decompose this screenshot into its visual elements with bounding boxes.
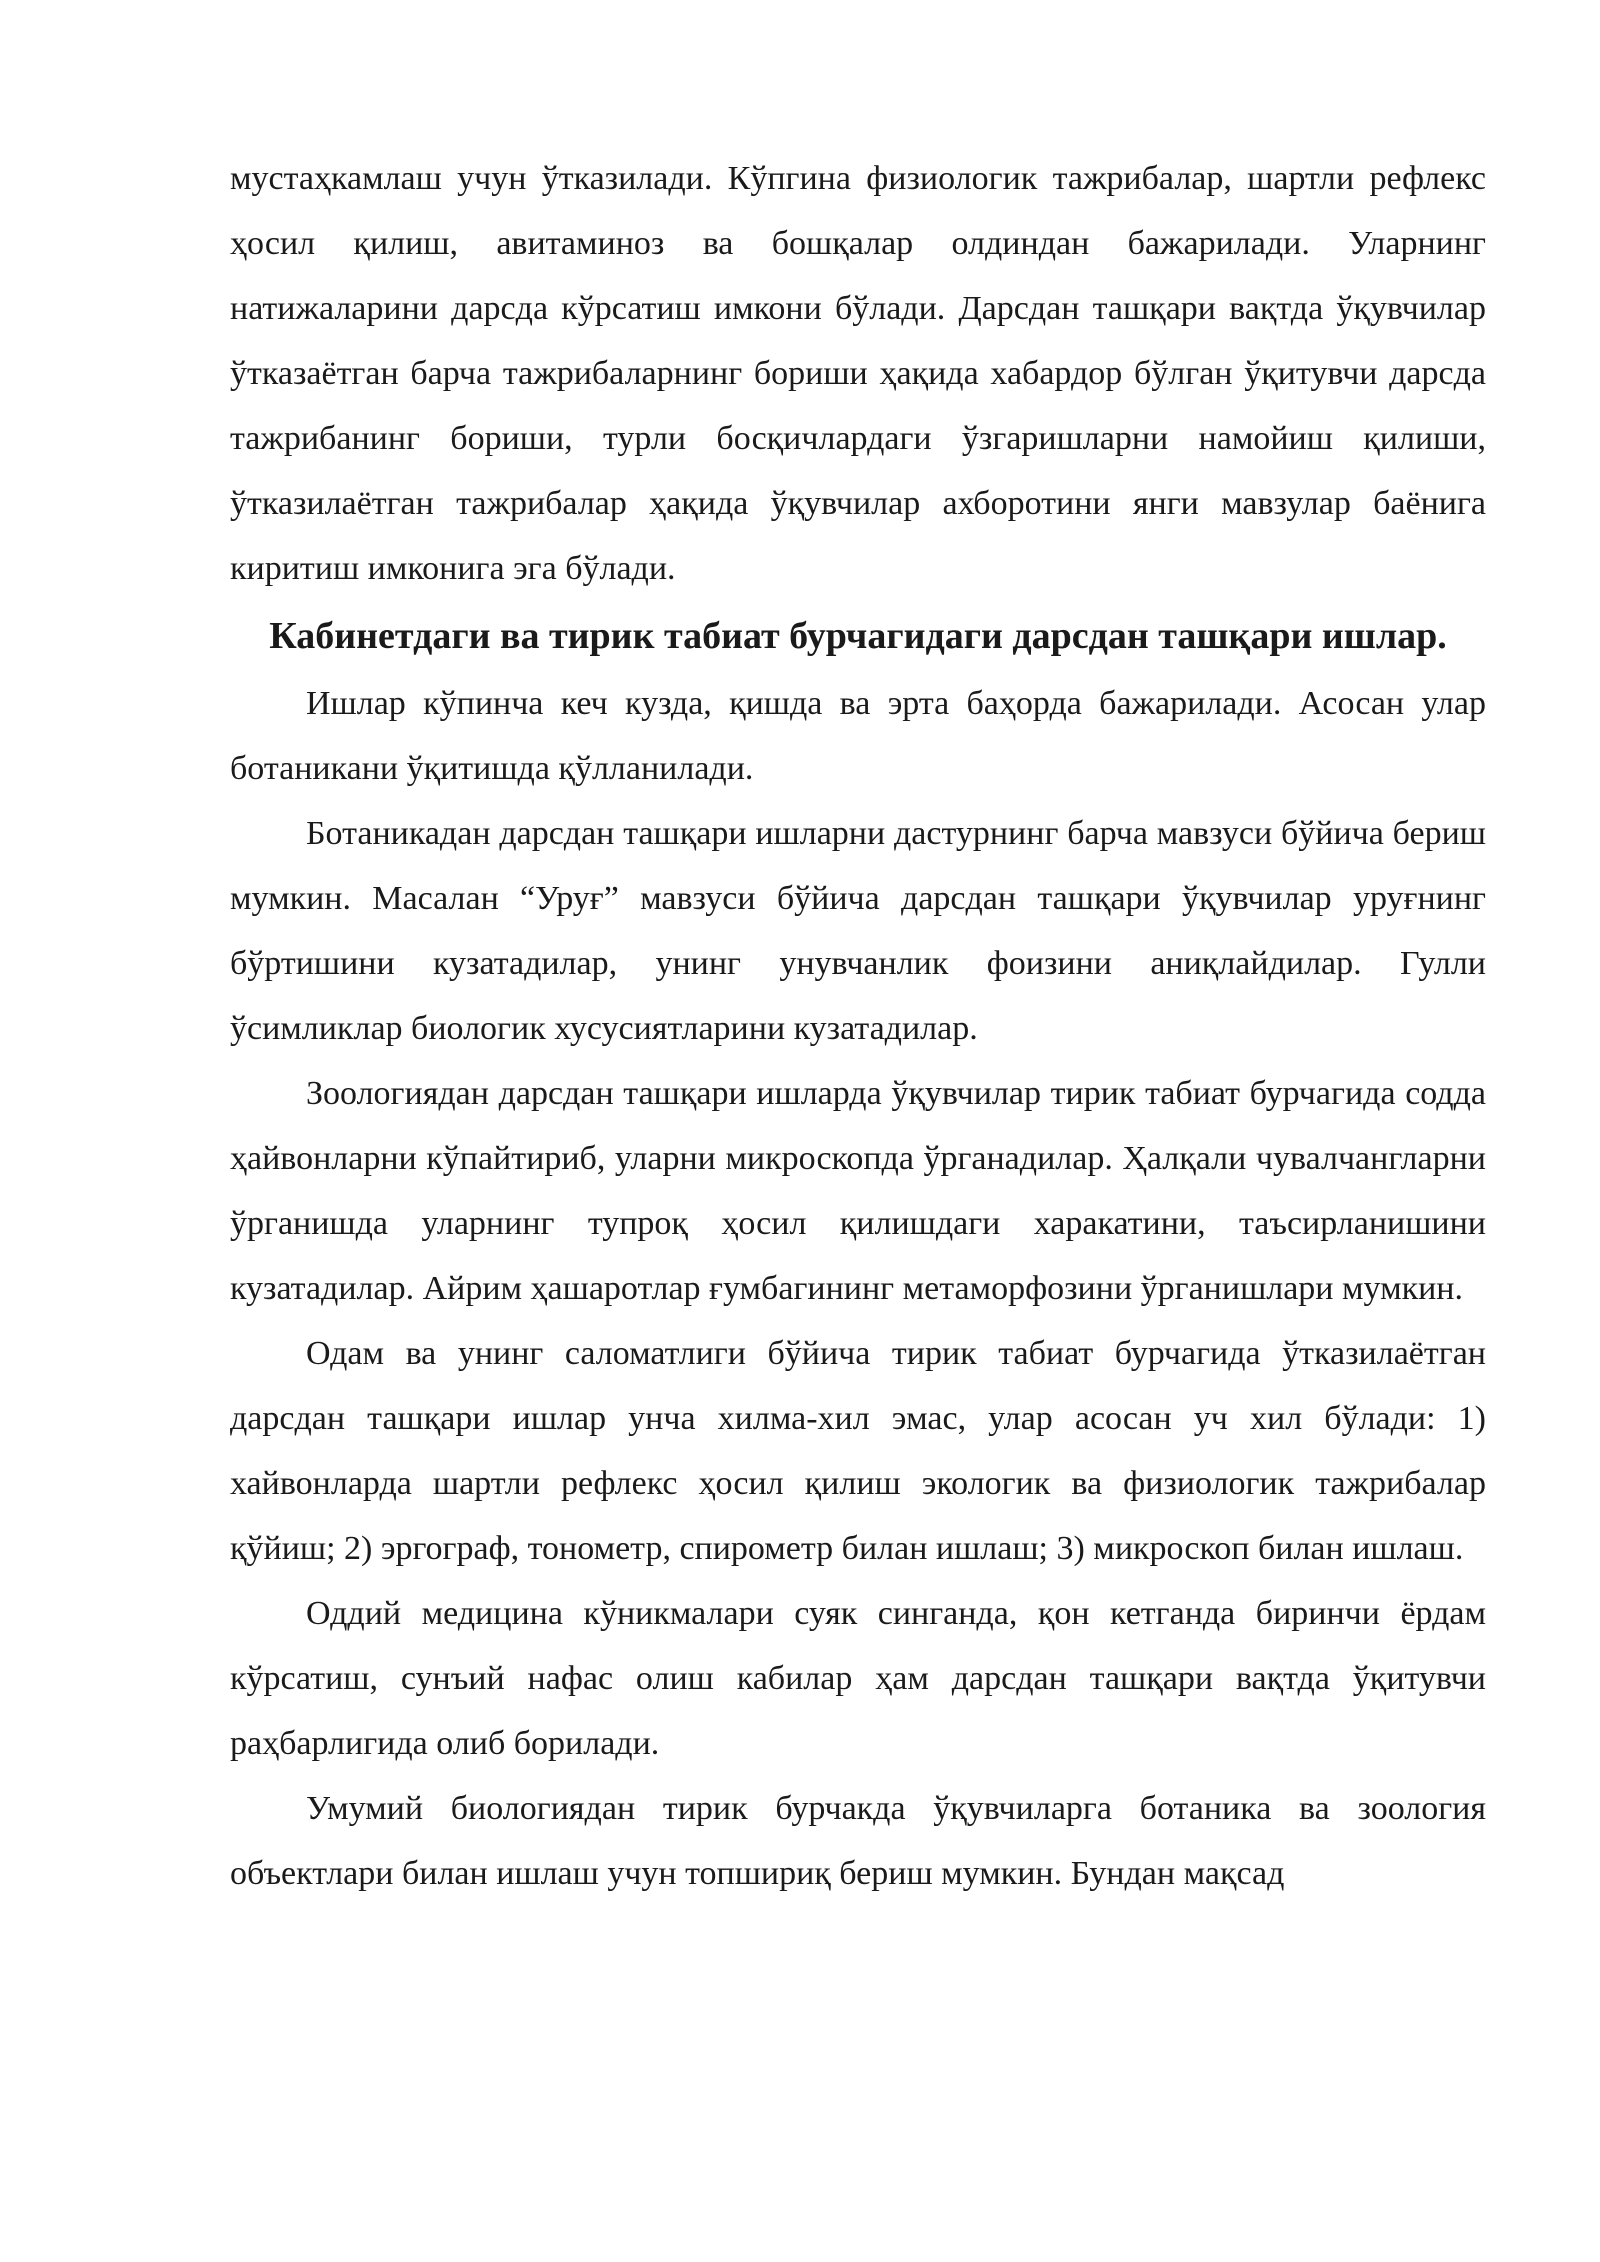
paragraph: Зоологиядан дарсдан ташқари ишларда ўқувчилар тирик табиат бурчагида содда ҳайвонларни кўпайтириб, уларни микроскопда ўрганадилар. Ҳалқали чувалчангларни ўрганишда уларнинг тупроқ ҳосил қилишдаги харакатини, таъсирланишини кузатадилар. Айрим ҳашаротлар ғумбагининг метаморфозини ўрганишлари мумкин. [230, 1075, 1486, 1307]
section-heading: Кабинетдаги ва тирик табиат бурчагидаги дарсдан ташқари ишлар. [269, 615, 1447, 657]
paragraph: Ботаникадан дарсдан ташқари ишларни дастурнинг барча мавзуси бўйича бериш мумкин. Масалан “Уруғ” мавзуси бўйича дарсдан ташқари ўқувчилар уруғнинг бўртишини кузатадилар, унинг унувчанлик фоизини аниқлайдилар. Гулли ўсимликлар биологик хусусиятларини кузатадилар. [230, 815, 1486, 1047]
paragraph: Одам ва унинг саломатлиги бўйича тирик табиат бурчагида ўтказилаётган дарсдан ташқари ишлар унча хилма-хил эмас, улар асосан уч хил бўлади: 1) хайвонларда шартли рефлекс ҳосил қилиш экологик ва физиологик тажрибалар қўйиш; 2) эргограф, тонометр, спирометр билан ишлаш; 3) микроскоп билан ишлаш. [230, 1335, 1486, 1567]
paragraph-continued: мустаҳкамлаш учун ўтказилади. Кўпгина физиологик тажрибалар, шартли рефлекс ҳосил қилиш, авитаминоз ва бошқалар олдиндан бажарилади. Уларнинг натижаларини дарсда кўрсатиш имкони бўлади. Дарсдан ташқари вақтда ўқувчилар ўтказаётган барча тажрибаларнинг бориши ҳақида хабардор бўлган ўқитувчи дарсда тажрибанинг бориши, турли босқичлардаги ўзгаришларни намойиш қилиши, ўтказилаётган тажрибалар ҳақида ўқувчилар ахборотини янги мавзулар баёнига киритиш имконига эга бўлади. [230, 160, 1486, 587]
document-body [230, 146, 1486, 1906]
paragraph: Оддий медицина кўникмалари суяк синганда, қон кетганда биринчи ёрдам кўрсатиш, сунъий нафас олиш кабилар ҳам дарсдан ташқари вақтда ўқитувчи раҳбарлигида олиб борилади. [230, 1595, 1486, 1762]
paragraph: Умумий биологиядан тирик бурчакда ўқувчиларга ботаника ва зоология объектлари билан ишлаш учун топшириқ бериш мумкин. Бундан мақсад [230, 1790, 1486, 1892]
paragraph: Ишлар кўпинча кеч кузда, қишда ва эрта баҳорда бажарилади. Асосан улар ботаникани ўқитишда қўлланилади. [230, 685, 1486, 787]
